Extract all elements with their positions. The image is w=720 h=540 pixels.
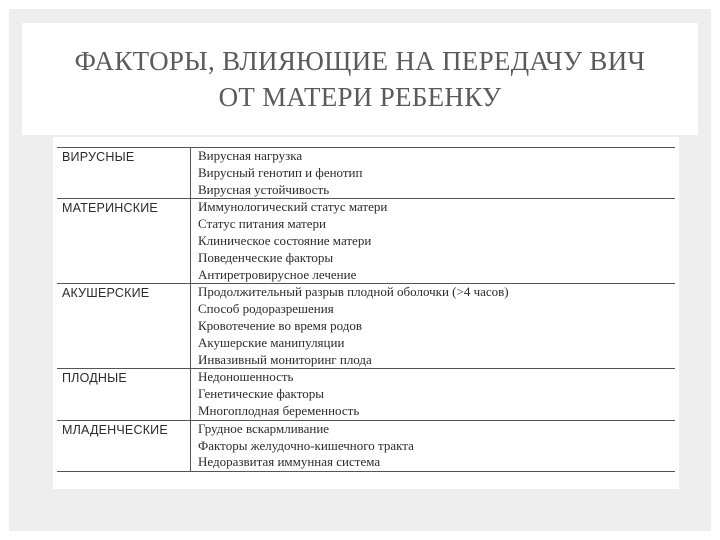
category-cell: ВИРУСНЫЕ — [57, 148, 191, 199]
factor-item: Факторы желудочно-кишечного тракта — [198, 437, 414, 453]
factor-item: Вирусная устойчивость — [198, 181, 330, 197]
factors-cell — [191, 199, 676, 284]
factors-cell — [191, 420, 676, 471]
factor-item: Вирусный генотип и фенотип — [198, 164, 363, 180]
factor-item: Поведенческие факторы — [198, 249, 334, 265]
factor-item: Продолжительный разрыв плодной оболочки (>4 часов) — [198, 284, 509, 300]
table-row — [57, 369, 675, 420]
category-cell: МАТЕРИНСКИЕ — [57, 199, 191, 284]
factor-item: Инвазивный мониторинг плода — [198, 351, 372, 367]
title-line-1: ФАКТОРЫ, ВЛИЯЮЩИЕ НА ПЕРЕДАЧУ ВИЧ — [74, 46, 646, 76]
table-row — [57, 284, 675, 369]
slide — [9, 9, 711, 531]
factor-item: Недоношенность — [198, 369, 294, 385]
table-row — [57, 199, 675, 284]
factor-item: Статус питания матери — [198, 216, 326, 232]
factors-table — [57, 147, 675, 472]
table-row — [57, 420, 675, 471]
factor-item: Способ родоразрешения — [198, 301, 334, 317]
category-cell: ПЛОДНЫЕ — [57, 369, 191, 420]
factor-item: Кровотечение во время родов — [198, 317, 362, 333]
title-line-2: ОТ МАТЕРИ РЕБЕНКУ — [218, 82, 502, 112]
factor-item: Иммунологический статус матери — [198, 199, 388, 215]
factor-item: Недоразвитая иммунная система — [198, 454, 381, 470]
factor-item: Вирусная нагрузка — [198, 148, 303, 163]
factor-item: Многоплодная беременность — [198, 402, 360, 418]
factor-item: Грудное вскармливание — [198, 420, 330, 436]
table-row — [57, 148, 675, 199]
factor-item: Акушерские манипуляции — [198, 334, 345, 350]
slide-title — [22, 23, 698, 135]
factors-table-body — [57, 148, 675, 472]
category-cell: АКУШЕРСКИЕ — [57, 284, 191, 369]
factors-cell — [191, 148, 676, 199]
factor-item: Клиническое состояние матери — [198, 232, 372, 248]
factors-table-image — [53, 137, 679, 489]
factors-cell — [191, 369, 676, 420]
factors-cell — [191, 284, 676, 369]
category-cell: МЛАДЕНЧЕСКИЕ — [57, 420, 191, 471]
factor-item: Генетические факторы — [198, 386, 324, 402]
factor-item: Антиретровирусное лечение — [198, 266, 357, 282]
